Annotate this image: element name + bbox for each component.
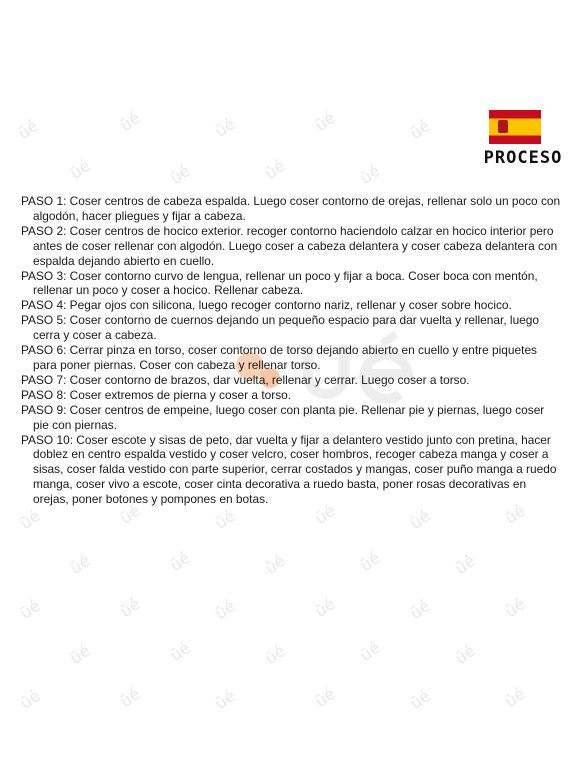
coat-of-arms-icon [498, 120, 508, 133]
step-1: PASO 1: Coser centros de cabeza espalda. Luego coser contorno de orejas, rellenar solo un poco con algodón, hacer pliegues y fijar a cabeza. [21, 194, 561, 223]
spain-flag-icon [489, 110, 541, 144]
page-title: PROCESO [483, 148, 563, 168]
step-5: PASO 5: Coser contorno de cuernos dejando un pequeño espacio para dar vuelta y rellenar, luego cerra y coser a cabeza. [21, 313, 540, 343]
step-2: PASO 2: Coser centros de hocico exterior. recoger contorno haciendolo calzar en hocico interior pero antes de coser rellenar con algodón. Luego coser a cabeza delantera y coser cabeza delantera con espalda dejando abierto en cuello. [21, 223, 558, 268]
step-4: PASO 4: Pegar ojos con silicona, luego recoger contorno nariz, rellenar y coser sobre hocico. [21, 298, 512, 313]
step-8: PASO 8: Coser extremos de pierna y coser a torso. [21, 387, 292, 402]
step-10: PASO 10: Coser escote y sisas de peto, dar vuelta y fijar a delantero vestido junto con pretina, hacer doblez en centro espalda vestido y coser velcro, coser hombros, recoger cabeza manga y coser a sisas, coser falda vestido con parte superior, cerrar costados y mangas, coser puño manga a ruedo manga, coser vivo a escote, coser cinta decorativa a ruedo basta, poner rosas decorativas en orejas, poner botones y pompones en botas. [21, 432, 557, 507]
step-6: PASO 6: Cerrar pinza en torso, coser contorno de torso dejando abierto en cuello y entre piquetes para poner piernas. Coser con cabeza y rellenar torso. [21, 343, 537, 372]
step-7: PASO 7: Coser contorno de brazos, dar vuelta, rellenar y cerrar. Luego coser a torso. [21, 372, 470, 387]
process-steps [21, 194, 561, 507]
step-3: PASO 3: Coser contorno curvo de lengua, rellenar un poco y fijar a boca. Coser boca con mentón, rellenar un poco y coser a hocico. Rellenar cabeza. [21, 268, 538, 298]
watermark-pattern: ūé ūé ūé ūé ūé ūé ūé ūé ūé ūé ūé ūé ūé ūé ūé ūé ūé ūé ūé ūé ūé ūé ūé ūé ūé ūé ūé ūé ūé ūé ūé ūé ūé ūé ūé ūé ūé [14, 107, 529, 714]
step-9: PASO 9: Coser centros de empeine, luego coser con planta pie. Rellenar pie y piernas, luego coser pie con piernas. [21, 402, 545, 432]
